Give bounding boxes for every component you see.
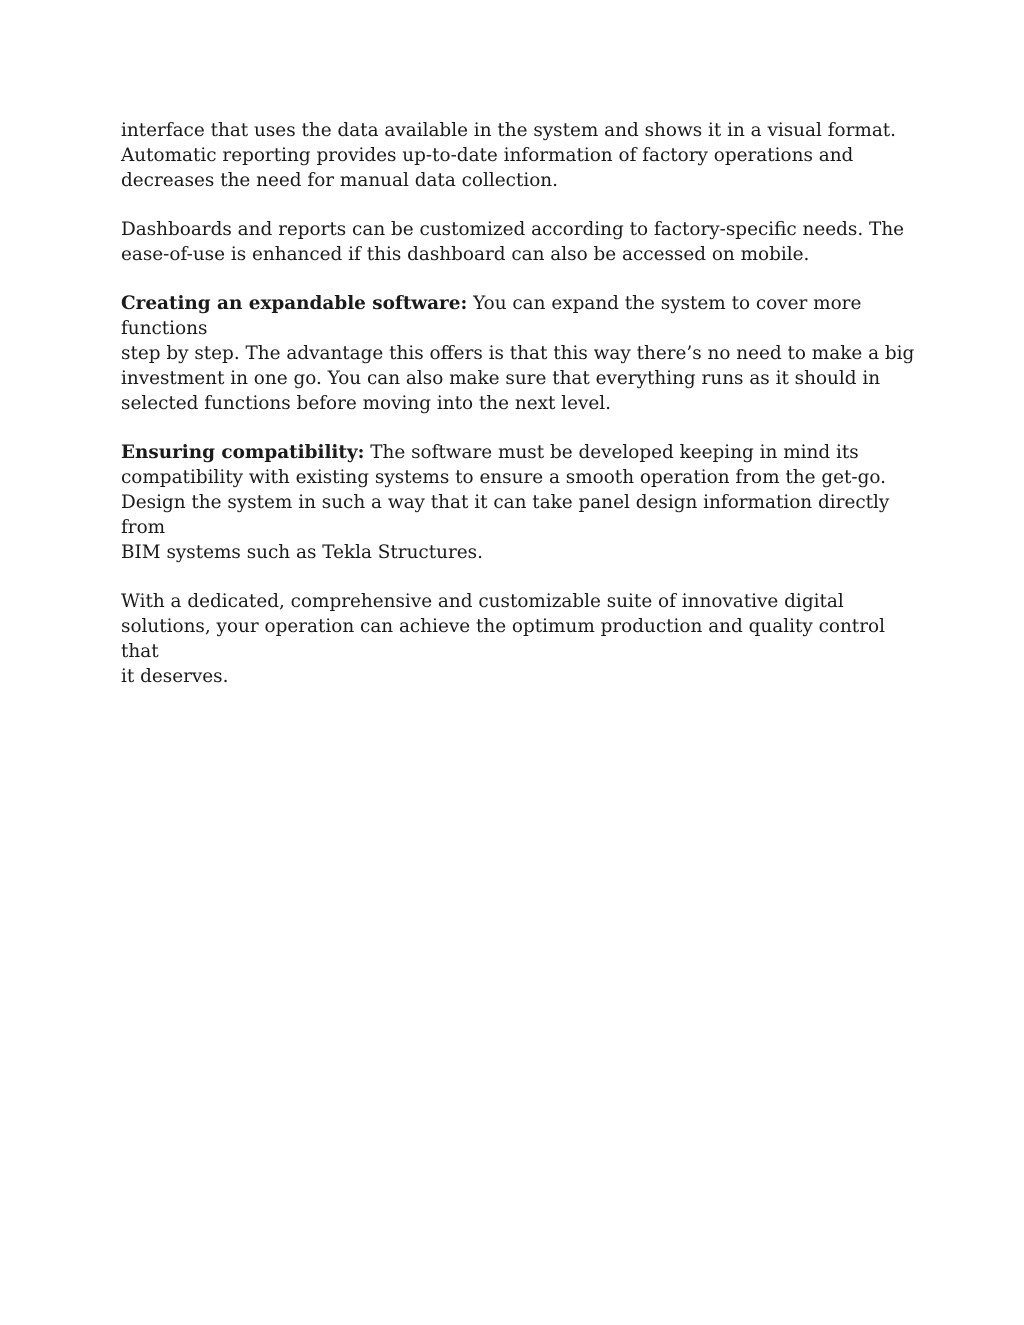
- paragraph-line: compatibility with existing systems to ensure a smooth operation from the get-go.: [121, 467, 886, 488]
- paragraph-expandable-software: [121, 291, 921, 416]
- paragraph-conclusion: [121, 589, 921, 689]
- paragraph-line: selected functions before moving into the next level.: [121, 393, 611, 414]
- document-body: [121, 118, 921, 713]
- paragraph-visual-reporting: [121, 118, 921, 193]
- paragraph-line: The software must be developed keeping in mind its: [364, 442, 859, 463]
- paragraph-line: ease-of-use is enhanced if this dashboard can also be accessed on mobile.: [121, 244, 810, 265]
- paragraph-line: Dashboards and reports can be customized according to factory-specific needs. The: [121, 219, 905, 240]
- paragraph-line: investment in one go. You can also make sure that everything runs as it should in: [121, 368, 881, 389]
- paragraph-line: BIM systems such as Tekla Structures.: [121, 542, 483, 563]
- paragraph-compatibility: [121, 440, 921, 565]
- paragraph-line: decreases the need for manual data collection.: [121, 170, 558, 191]
- paragraph-lead-heading: Ensuring compatibility:: [121, 442, 365, 463]
- paragraph-line: solutions, your operation can achieve the optimum production and quality control that: [121, 616, 885, 662]
- paragraph-line: Design the system in such a way that it can take panel design information directly from: [121, 492, 890, 538]
- paragraph-line: Automatic reporting provides up-to-date information of factory operations and: [121, 145, 854, 166]
- paragraph-line: You can expand the system to cover more functions: [121, 293, 862, 339]
- paragraph-line: interface that uses the data available in the system and shows it in a visual format.: [121, 120, 897, 141]
- paragraph-line: it deserves.: [121, 666, 229, 687]
- paragraph-lead-heading: Creating an expandable software:: [121, 293, 468, 314]
- paragraph-dashboards: [121, 217, 921, 267]
- paragraph-line: step by step. The advantage this offers is that this way there’s no need to make a big: [121, 343, 915, 364]
- paragraph-line: With a dedicated, comprehensive and customizable suite of innovative digital: [121, 591, 844, 612]
